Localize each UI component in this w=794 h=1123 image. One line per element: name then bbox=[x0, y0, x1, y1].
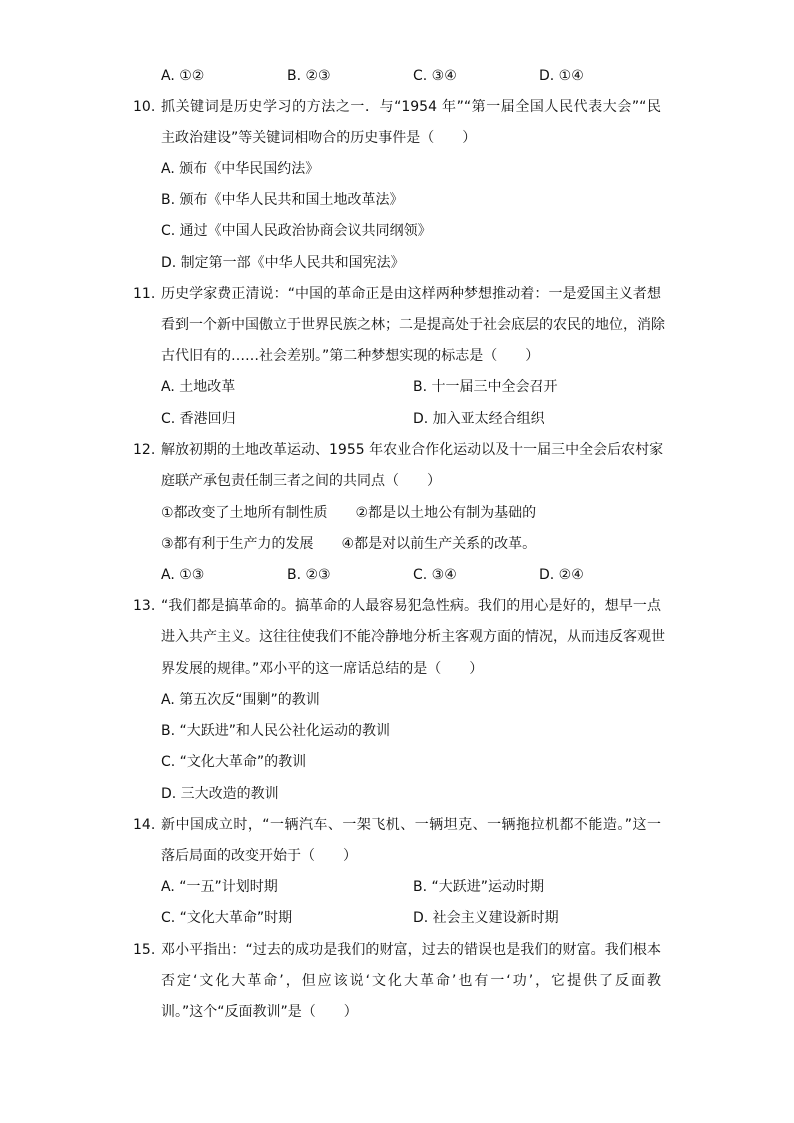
q10-stem-line-2: 主政治建设”等关键词相吻合的历史事件是（ ） bbox=[161, 130, 477, 146]
q10-number: 10. bbox=[133, 99, 156, 115]
q11-option-c: C. 香港回归 bbox=[161, 411, 236, 427]
q12-option-b: B. ②③ bbox=[287, 567, 331, 583]
q11-option-d: D. 加入亚太经合组织 bbox=[413, 411, 545, 427]
q14-option-b: B. “大跃进”运动时期 bbox=[413, 879, 545, 895]
q15-stem-line-2: 否定‘文化大革命’，但应该说‘文化大革命’也有一‘功’，它提供了反面教 bbox=[161, 973, 661, 989]
q14-stem-line-2: 落后局面的改变开始于（ ） bbox=[161, 848, 357, 864]
q9-option-a: A. ①② bbox=[161, 68, 205, 84]
q11-stem-line-1: 历史学家费正清说：“中国的革命正是由这样两种梦想推动着：一是爱国主义者想 bbox=[161, 286, 661, 302]
q11-option-b: B. 十一届三中全会召开 bbox=[413, 379, 558, 395]
q15-number: 15. bbox=[133, 942, 156, 958]
q9-option-d: D. ①④ bbox=[539, 68, 584, 84]
q12-statement-1: ①都改变了土地所有制性质 ②都是以土地公有制为基础的 bbox=[161, 505, 537, 521]
q14-number: 14. bbox=[133, 817, 156, 833]
q13-option-c: C. “文化大革命”的教训 bbox=[161, 754, 307, 770]
q12-stem-line-2: 庭联产承包责任制三者之间的共同点（ ） bbox=[161, 473, 441, 489]
q13-number: 13. bbox=[133, 598, 156, 614]
q12-stem-line-1: 解放初期的土地改革运动、1955 年农业合作化运动以及十一届三中全会后农村家 bbox=[161, 442, 664, 458]
q10-option-b: B. 颁布《中华人民共和国土地改革法》 bbox=[161, 192, 404, 208]
q13-option-d: D. 三大改造的教训 bbox=[161, 786, 279, 802]
q13-option-b: B. “大跃进”和人民公社化运动的教训 bbox=[161, 723, 391, 739]
q15-stem-line-1: 邓小平指出：“过去的成功是我们的财富，过去的错误也是我们的财富。我们根本 bbox=[161, 942, 661, 958]
q9-option-b: B. ②③ bbox=[287, 68, 331, 84]
q11-number: 11. bbox=[133, 286, 156, 302]
q10-option-c: C. 通过《中国人民政治协商会议共同纲领》 bbox=[161, 223, 432, 239]
q13-stem-line-2: 进入共产主义。这往往使我们不能冷静地分析主客观方面的情况，从而违反客观世 bbox=[161, 629, 665, 645]
q13-stem-line-3: 界发展的规律。”邓小平的这一席话总结的是（ ） bbox=[161, 661, 484, 677]
q13-option-a: A. 第五次反“围剿”的教训 bbox=[161, 692, 320, 708]
q11-stem-line-2: 看到一个新中国傲立于世界民族之林；二是提高处于社会底层的农民的地位，消除 bbox=[161, 317, 665, 333]
q10-stem-line-1: 抓关键词是历史学习的方法之一．与“1954 年”“第一届全国人民代表大会”“民 bbox=[161, 99, 661, 115]
q12-option-c: C. ③④ bbox=[413, 567, 457, 583]
q11-stem-line-3: 古代旧有的……社会差别。”第二种梦想实现的标志是（ ） bbox=[161, 348, 540, 364]
q14-option-a: A. “一五”计划时期 bbox=[161, 879, 278, 895]
q10-option-a: A. 颁布《中华民国约法》 bbox=[161, 161, 320, 177]
q13-stem-line-1: “我们都是搞革命的。搞革命的人最容易犯急性病。我们的用心是好的，想早一点 bbox=[161, 598, 661, 614]
q12-statement-2: ③都有利于生产力的发展 ④都是对以前生产关系的改革。 bbox=[161, 536, 537, 552]
q14-option-d: D. 社会主义建设新时期 bbox=[413, 910, 559, 926]
q12-number: 12. bbox=[133, 442, 156, 458]
q11-option-a: A. 土地改革 bbox=[161, 379, 236, 395]
q10-option-d: D. 制定第一部《中华人民共和国宪法》 bbox=[161, 255, 405, 271]
q12-option-a: A. ①③ bbox=[161, 567, 205, 583]
q15-stem-line-3: 训。”这个“反面教训”是（ ） bbox=[161, 1004, 358, 1020]
q12-option-d: D. ②④ bbox=[539, 567, 584, 583]
q14-stem-line-1: 新中国成立时，“一辆汽车、一架飞机、一辆坦克、一辆拖拉机都不能造。”这一 bbox=[161, 817, 661, 833]
q9-option-c: C. ③④ bbox=[413, 68, 457, 84]
q14-option-c: C. “文化大革命”时期 bbox=[161, 910, 293, 926]
